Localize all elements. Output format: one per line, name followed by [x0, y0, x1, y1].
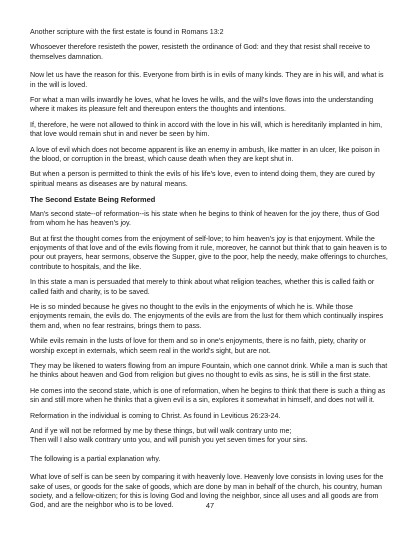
paragraph: But at first the thought comes from the enjoyment of self-love; to him heaven's joy is that enjoyment. While the enjoyments of that love and of the evils flowing from it rule, moreover, he cannot but think that to gain heaven is to pour out prayers, hear sermons, observe the Supper, give to the poor, help the needy, make offerings to churches, contribute to hospitals, and the like. [30, 234, 388, 271]
page-number: 47 [205, 501, 215, 510]
paragraph: Whosoever therefore resisteth the power, resisteth the ordinance of God: and they that resist shall receive to themselves damnation. [30, 43, 370, 61]
scripture-quote [30, 427, 390, 446]
paragraph: While evils remain in the lusts of love for them and so in one's enjoyments, there is no faith, piety, charity or worship except in externals, which seem real in the world's sight, but are not. [30, 337, 366, 355]
paragraph: Now let us have the reason for this. Everyone from birth is in evils of many kinds. They are in his will, and what is in the will is loved. [30, 71, 384, 89]
paragraph: They may be likened to waters flowing from an impure Fountain, which one cannot drink. While a man is such that he thinks about heaven and God from religion but gives no thought to evils as sins, he is still in the first state. [30, 361, 388, 380]
paragraph: But when a person is permitted to think the evils of his life's love, even to intend doing them, they are cured by spiritual means as diseases are by natural means. [30, 170, 375, 188]
quote-line: And if ye will not be reformed by me by these things, but will walk contrary unto me; [30, 427, 292, 435]
quote-line: Then will I also walk contrary unto you, and will punish you yet seven times for your sins. [30, 436, 308, 445]
paragraph: For what a man wills inwardly he loves, what he loves he wills, and the will's love flows into the understanding where it makes its pleasure felt and thereupon enters the thoughts and intentions. [30, 96, 374, 114]
paragraph: Man's second state--of reformation--is his state when he begins to think of heaven for the joy there, thus of God from whom he has heaven's joy. [30, 209, 380, 228]
paragraph: He is so minded because he gives no thought to the evils in the enjoyments of which he is. While those enjoyments remain, the evils do. The enjoyments of the evils are from the lust for them which continually inspires them and, when no fear restrains, brings them to pass. [30, 302, 384, 330]
paragraph: Another scripture with the first estate is found in Romans 13:2 [30, 28, 224, 36]
paragraph: Reformation in the individual is coming to Christ. As found in Leviticus 26:23-24. [30, 411, 281, 420]
paragraph: What love of self is can be seen by comparing it with heavenly love. Heavenly love consists in loving uses for the sake of uses, or goods for the sake of goods, which are done by man in behalf of the church, his country, human society, and a fellow-citizen; for this is loving God and loving the neighbor, since all uses and all goods are from God, and are the neighbor who is to be loved. [30, 473, 384, 510]
paragraph: He comes into the second state, which is one of reformation, when he begins to think that there is such a thing as sin and still more when he thinks that a given evil is a sin, explores it somewhat in himself, and does not will it. [30, 386, 386, 405]
paragraph: If, therefore, he were not allowed to think in accord with the love in his will, which is hereditarily implanted in him, that love would remain shut in and never be seen by him. [30, 120, 383, 139]
paragraph: A love of evil which does not become apparent is like an enemy in ambush, like matter in an ulcer, like poison in the blood, or corruption in the breast, which cause death when they are kept shut in. [30, 145, 380, 164]
paragraph: The following is a partial explanation why. [30, 454, 161, 463]
paragraph: In this state a man is persuaded that merely to think about what religion teaches, whether this is called faith or called faith and charity, is to be saved. [30, 278, 375, 296]
section-heading: The Second Estate Being Reformed [30, 195, 156, 205]
